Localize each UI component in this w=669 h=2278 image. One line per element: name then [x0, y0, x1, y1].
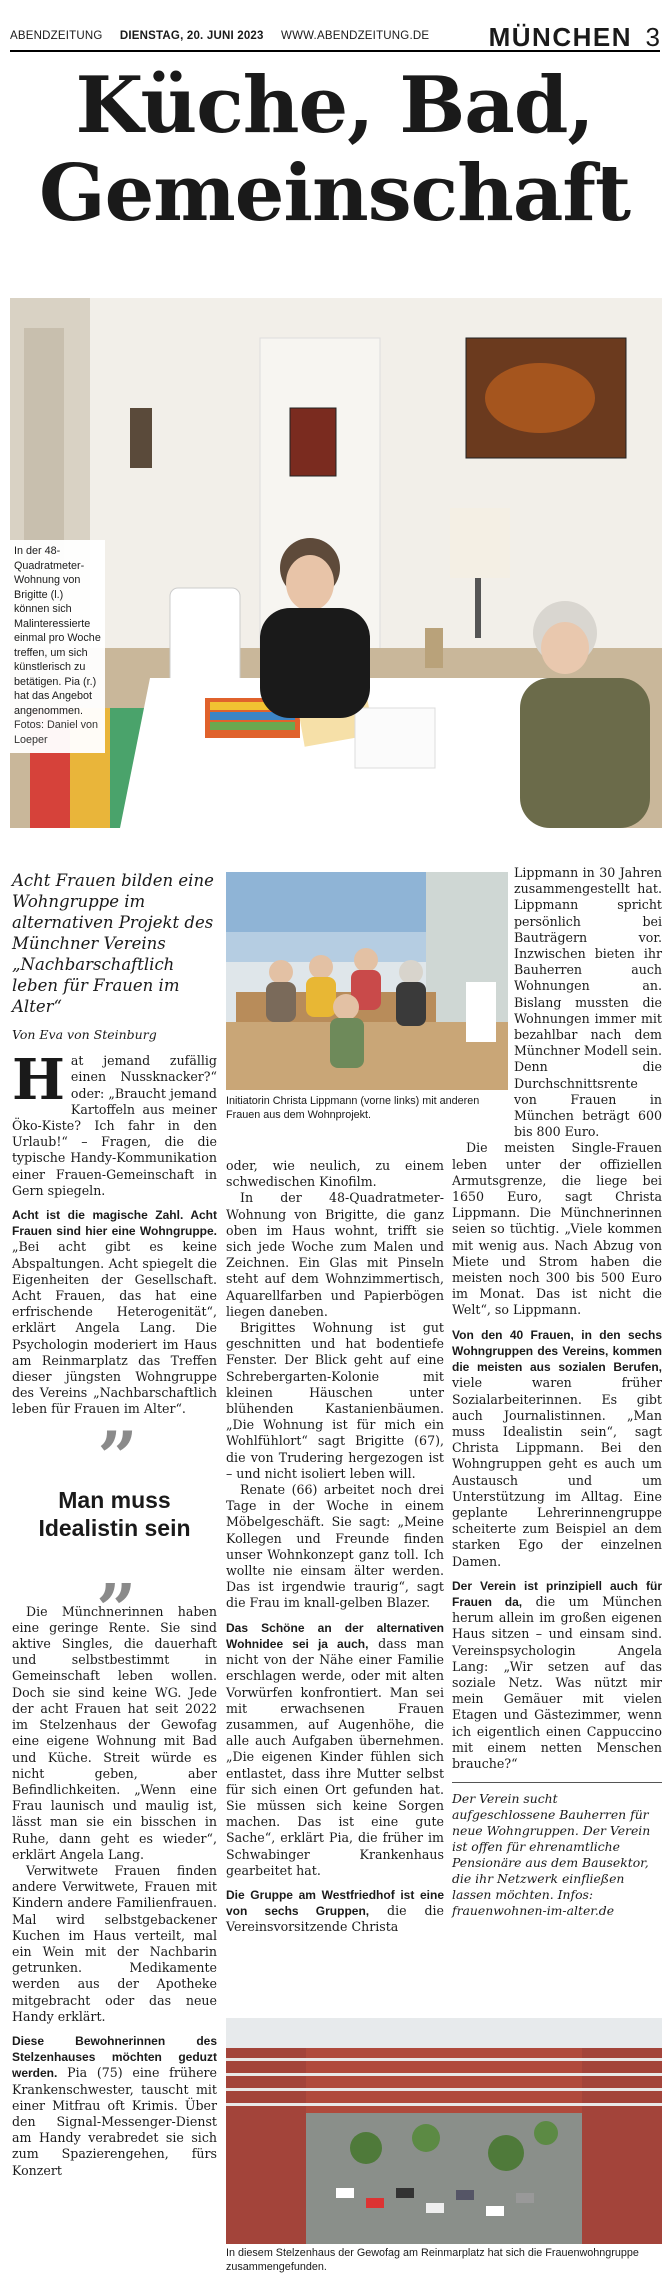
info-box: Der Verein sucht aufgeschlossene Bauherren für neue Wohngruppen. Der Verein ist offen für ehrenamtliche Pensionäre aus dem Bausektor, die ihr Netzwerk einfließen lassen möchten. Infos: frauenwohnen-im-alter.de: [452, 1782, 662, 1919]
col3-paragraph-3-lead: Von den 40 Frauen, in den sechs Wohngruppen des Vereins, kommen die meisten aus sozialen Berufen,: [452, 1327, 662, 1375]
column-1: [12, 870, 217, 2179]
col2-paragraph-5-lead: Das Schöne an der alternativen Wohnidee sei ja auch,: [226, 1620, 444, 1651]
paragraph-3: Die Münchnerinnen haben eine geringe Rente. Sie sind aktive Singles, die dauerhaft und selbstbestimmt in Gemeinschaft leben wollen. Doch sie sind keine WG. Jede der acht Frauen hat seit 2022 im Stelzenhaus der Gewofag eine eigene Wohnung mit Bad und Küche. Streit würde es nicht geben, aber Befindlichkeiten. „Wenn eine Frau launisch und maulig ist, lässt man sie ein bisschen in Ruhe, dann geht es wieder“, erklärt Angela Lang.: [12, 1603, 217, 1862]
paragraph-5-text: Pia (75) eine frühere Krankenschwester, tauscht mit einer Mitfrau oft Krimis. Über den Signal-Messenger-Dienst am Handy verabredet sie sich zum Spazierengehen, fürs Konzert: [12, 2065, 217, 2178]
quote-open-icon: ”: [97, 1415, 132, 1499]
issue-date: DIENSTAG, 20. JUNI 2023: [119, 30, 264, 42]
article-intro: Acht Frauen bilden eine Wohngruppe im alternativen Projekt des Münchner Vereins „Nachbarschaftlich leben für Frauen im Alter“: [12, 871, 214, 1016]
byline: Von Eva von Steinburg: [12, 1027, 157, 1042]
headline-line-1: Küche, Bad,: [75, 60, 594, 151]
col3-paragraph-3: [452, 1327, 662, 1570]
paper-url: WWW.ABENDZEITUNG.DE: [281, 30, 430, 42]
col2-paragraph-2: In der 48-Quadratmeter-Wohnung von Brigitte, die ganz oben im Haus wohnt, trifft sie sich jede Woche zum Malen und Zeichnen. Ein Glas mit Pinseln steht auf dem Wohnzimmertisch, Aquarellfarben und Papierbögen liegen daneben.: [226, 1190, 444, 1319]
main-photo-illustration: [10, 298, 662, 828]
photo-credit: Fotos: Daniel von Loeper: [14, 719, 99, 746]
paragraph-2: [12, 1207, 217, 1418]
main-photo: [10, 298, 662, 828]
col3-paragraph-4-text: die um München herum allein im großen eigenen Haus sitzen – und einsam sind. Vereinspsychologin Angela Lang: „Wir setzen auf das soziale Netz. Was nützt mir mein Gemäuer mit vielen Etagen und Gästezimmer, wenn ich eigentlich einen Cappuccino mit einem netten Menschen brauche?“: [452, 1593, 662, 1771]
main-photo-caption: [10, 540, 105, 753]
paragraph-2-text: „Bei acht gibt es keine Abspaltungen. Acht spiegelt die Eigenheiten der Gesellschaft. Acht Frauen, das hat eine erfrischende Heterogenität“, erklärt Angela Lang. Die Psychologin moderiert im Haus am Reinmarplatz das Treffen dieser jüngsten Wohngruppe des Vereins „Nachbarschaftlich leben für Frauen im Alter“.: [12, 1239, 217, 1417]
first-paragraph: [12, 1047, 217, 1199]
page-number: 3: [645, 22, 660, 52]
section-name: MÜNCHEN: [488, 22, 632, 52]
col2-paragraph-5: [226, 1620, 444, 1879]
pull-quote: [12, 1415, 217, 1611]
col2-paragraph-6-text: die die Vereinsvorsitzende Christa: [226, 1903, 444, 1935]
main-photo-caption-text: In der 48-Quadratmeter-Wohnung von Brigitte (l.) können sich Malinteressierte einmal pro Woche treffen, um sich künstlerisch zu betätigen. Pia (r.) hat das Angebot angenommen.: [14, 545, 101, 717]
col3-paragraph-2: Die meisten Single-Frauen leben unter der offiziellen Armutsgrenze, die liege bei 1650 Euro, sagt Christa Lippmann. Die Münchnerinnen seien so tüchtig. „Viele kommen mit wenig aus. Nach Abzug von Miete und Strom haben die meisten noch 300 bis 500 Euro im Monat. Das ist nicht die Welt“, so Lippmann.: [452, 1140, 662, 1318]
col2-paragraph-4: Renate (66) arbeitet noch drei Tage in der Woche in einem Möbelgeschäft. Sie sagt: „Meine Kollegen und Freunde finden unser Wohnkonzept ganz toll. Ich wollte nie einsam älter werden. Das ist irgendwie traurig“, sagt die Frau im knall-gelben Blazer.: [226, 1482, 444, 1611]
col3-paragraph-4: [452, 1578, 662, 1772]
masthead-left: [10, 30, 443, 42]
masthead: [10, 12, 660, 52]
col2-paragraph-6: [226, 1887, 444, 1936]
paragraph-1: at jemand zufällig einen Nussknacker?“ oder: „Braucht jemand Kartoffeln aus meiner Öko-Kiste? Ich fahr in den Urlaub!“ – Fragen, die die typische Handy-Kommunikation einer Frauen-Gemeinschaft in Gern spiegeln.: [12, 1053, 217, 1198]
building-photo-caption: In diesem Stelzenhaus der Gewofag am Reinmarplatz hat sich die Frauenwohngruppe zusammengefunden.: [226, 2247, 639, 2273]
col2-paragraph-1: oder, wie neulich, zu einem schwedischen Kinofilm.: [226, 1158, 444, 1190]
paragraph-5: [12, 2033, 217, 2179]
paragraph-2-lead: Acht ist die magische Zahl. Acht Frauen sind hier eine Wohngruppe.: [12, 1208, 217, 1239]
col3-paragraph-3-text: viele waren früher Sozialarbeiterinnen. Es gibt auch Journalistinnen. „Man muss Idealistin sein“, sagt Christa Lippmann. Bei den Wohngruppen geht es auch um Austausch und um Unterstützung im Alltag. Eine geplante Lehrerinnengruppe scheiterte zum Beispiel an dem starken Ego der einzelnen Damen.: [452, 1375, 662, 1569]
paper-name: ABENDZEITUNG: [10, 30, 103, 42]
headline-line-2: Gemeinschaft: [39, 148, 630, 239]
drop-cap: H: [12, 1047, 65, 1114]
group-photo-caption: Initiatorin Christa Lippmann (vorne links) mit anderen Frauen aus dem Wohnprojekt.: [226, 1095, 480, 1121]
col3-paragraph-1: Lippmann in 30 Jahren zusammengestellt hat. Lippmann spricht persönlich bei Bauträgern vor. Inzwischen bieten ihr Bauherren auch Wohnungen an. Bislang mussten die Wohnungen immer mit bezahlbar nach dem Münchner Modell sein. Denn die Durchschnittsrente von Frauen in München beträgt 600 bis 800 Euro.: [514, 865, 662, 1140]
paragraph-4: Verwitwete Frauen finden andere Verwitwete, Frauen mit Kindern andere Familienfrauen. Mal wird selbstgebackener Kuchen im Haus verteilt, mal ein Wein mit der Nachbarin getrunken. Medikamente werden aus der Apotheke mitgebracht oder das neue Handy erklärt.: [12, 1862, 217, 2024]
column-2: [226, 1158, 444, 1936]
pull-quote-text: Man muss Idealistin sein: [38, 1486, 191, 1541]
col2-paragraph-3: Brigittes Wohnung ist gut geschnitten und hat bodentiefe Fenster. Der Blick geht auf eine Schrebergarten-Kolonie mit kleinen Häuschen unter blühenden Kastanienbäumen. „Die Wohnung ist für mich ein Wohlfühlort“ sagt Brigitte (67), die von Trudering hergezogen ist – und nicht isoliert leben will.: [226, 1320, 444, 1481]
paragraph-5-lead: Diese Bewohnerinnen des Stelzenhauses möchten geduzt werden.: [12, 2033, 217, 2081]
column-3: [452, 865, 662, 1919]
headline: [0, 62, 669, 238]
quote-close-icon: „: [97, 1527, 132, 1611]
building-photo: [226, 2018, 662, 2244]
col3-paragraph-4-lead: Der Verein ist prinzipiell auch für Frauen da,: [452, 1578, 662, 1609]
col2-paragraph-5-text: dass man nicht von der Nähe einer Familie erschlagen werde, oder mit alten Vorwürfen konfrontiert. Man sei mit erwachsenen Frauen zusammen, auf Augenhöhe, die alle auch Aufgaben übernehmen. „Die eigenen Kinder fühlen sich entlastet, dass ihre Mutter selbst für sich einen Ort gefunden hat. Sie müssen sich keine Sorgen machen. Das ist eine gute Sache“, erklärt Pia, die früher im Schwabinger Krankenhaus gearbeitet hat.: [226, 1635, 444, 1878]
col2-paragraph-6-lead: Die Gruppe am Westfriedhof ist eine von sechs Gruppen,: [226, 1887, 444, 1919]
building-photo-illustration: [226, 2018, 662, 2244]
